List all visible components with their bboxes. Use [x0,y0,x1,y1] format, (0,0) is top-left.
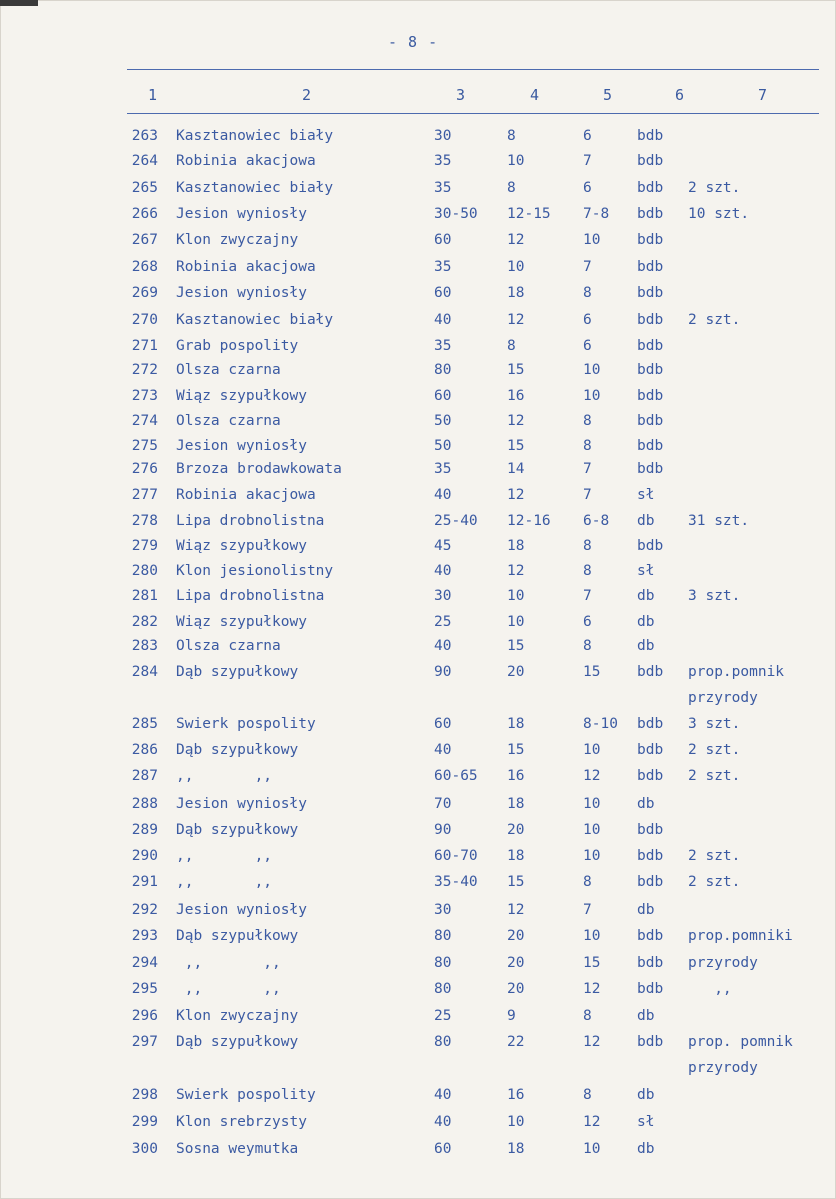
tree-species: Robinia akacjowa [176,153,316,169]
col-5-value: 8 [583,413,592,429]
condition: db [637,902,655,918]
scan-edge-mark [0,0,38,6]
col-4-value: 22 [507,1034,525,1050]
row-number: 290 [131,848,158,864]
col-3-value: 40 [434,487,452,503]
row-number: 299 [131,1114,158,1130]
condition: bdb [637,259,664,275]
tree-species: Klon srebrzysty [176,1114,307,1130]
remarks: 2 szt. [688,768,741,784]
col-3-value: 80 [434,362,452,378]
condition: bdb [637,232,664,248]
col-5-value: 12 [583,1034,601,1050]
row-number: 268 [131,259,158,275]
col-4-value: 20 [507,664,525,680]
tree-species: Jesion wyniosły [176,438,307,454]
col-3-value: 90 [434,822,452,838]
col-3-value: 40 [434,1087,452,1103]
row-number: 285 [131,716,158,732]
tree-species: Wiąz szypułkowy [176,538,307,554]
col-3-value: 35 [434,338,452,354]
col-3-value: 35 [434,461,452,477]
table-row [0,1034,836,1058]
row-number: 291 [131,874,158,890]
tree-species: Dąb szypułkowy [176,928,299,944]
condition: bdb [637,768,664,784]
condition: bdb [637,848,664,864]
col-3-value: 35-40 [434,874,478,890]
col-3-value: 60 [434,388,452,404]
row-number: 287 [131,768,158,784]
col-4-value: 20 [507,981,525,997]
col-5-value: 10 [583,928,601,944]
col-4-value: 18 [507,716,525,732]
col-3-value: 45 [434,538,452,554]
tree-species: Klon zwyczajny [176,232,299,248]
tree-species: Kasztanowiec biały [176,180,334,196]
tree-species: Kasztanowiec biały [176,312,334,328]
col-4-value: 20 [507,928,525,944]
col-5-value: 6 [583,338,592,354]
condition: db [637,638,655,654]
row-number: 294 [131,955,158,971]
tree-species: Swierk pospolity [176,716,316,732]
col-5-value: 7 [583,259,592,275]
col-3-value: 70 [434,796,452,812]
row-number: 275 [131,438,158,454]
remarks: 2 szt. [688,848,741,864]
remarks: prop.pomnik [688,664,785,680]
col-4-value: 12 [507,563,525,579]
row-number: 292 [131,902,158,918]
col-5-value: 6 [583,614,592,630]
col-4-value: 12 [507,312,525,328]
row-number: 273 [131,388,158,404]
col-5-value: 8-10 [583,716,618,732]
col-3-value: 30 [434,902,452,918]
col-4-value: 16 [507,1087,525,1103]
col-5-value: 7 [583,902,592,918]
tree-species: ,, ,, [176,874,273,890]
col-5-value: 10 [583,1141,601,1157]
condition: bdb [637,822,664,838]
table-row [0,563,836,587]
col-4-value: 12 [507,413,525,429]
condition: db [637,1008,655,1024]
table-row [0,413,836,437]
remarks: 10 szt. [688,206,750,222]
tree-species: Klon jesionolistny [176,563,334,579]
col-4-value: 12 [507,487,525,503]
table-row [0,928,836,952]
col-3-value: 40 [434,742,452,758]
tree-species: Jesion wyniosły [176,796,307,812]
col-3-value: 25 [434,614,452,630]
col-3-value: 35 [434,259,452,275]
col-3-value: 60 [434,716,452,732]
remarks: 2 szt. [688,180,741,196]
tree-species: Swierk pospolity [176,1087,316,1103]
condition: db [637,588,655,604]
tree-species: Lipa drobnolistna [176,588,325,604]
col-3-value: 60-70 [434,848,478,864]
col-4-value: 8 [507,128,516,144]
col-5-value: 7 [583,588,592,604]
table-row [0,180,836,204]
col-3-value: 30 [434,588,452,604]
row-number: 295 [131,981,158,997]
header-bottom-rule [127,113,819,114]
col-5-value: 8 [583,874,592,890]
col-3-value: 35 [434,153,452,169]
col-5-value: 10 [583,848,601,864]
table-row [0,742,836,766]
remarks: ,, [688,981,732,997]
col-5-value: 8 [583,538,592,554]
row-number: 296 [131,1008,158,1024]
col-4-value: 12-16 [507,513,551,529]
table-row [0,206,836,230]
row-number: 274 [131,413,158,429]
col-3-value: 60 [434,1141,452,1157]
col-3-value: 60-65 [434,768,478,784]
tree-species: Grab pospolity [176,338,299,354]
row-number: 267 [131,232,158,248]
table-row [0,638,836,662]
col-3-value: 25 [434,1008,452,1024]
col-4-value: 10 [507,588,525,604]
row-number: 266 [131,206,158,222]
col-4-value: 16 [507,768,525,784]
condition: bdb [637,716,664,732]
header-col-4: 4 [530,86,540,104]
condition: bdb [637,438,664,454]
condition: bdb [637,461,664,477]
col-5-value: 15 [583,955,601,971]
table-row [0,487,836,511]
col-4-value: 10 [507,1114,525,1130]
table-row [0,388,836,412]
table-row [0,461,836,485]
col-4-value: 15 [507,742,525,758]
tree-species: Dąb szypułkowy [176,1034,299,1050]
condition: bdb [637,180,664,196]
remarks: 2 szt. [688,312,741,328]
table-row [0,259,836,283]
col-3-value: 80 [434,1034,452,1050]
col-4-value: 18 [507,848,525,864]
col-5-value: 8 [583,638,592,654]
col-4-value: 18 [507,1141,525,1157]
condition: bdb [637,312,664,328]
col-5-value: 6 [583,128,592,144]
condition: bdb [637,955,664,971]
col-4-value: 20 [507,955,525,971]
row-number: 293 [131,928,158,944]
col-3-value: 50 [434,413,452,429]
condition: bdb [637,362,664,378]
col-5-value: 6 [583,312,592,328]
col-4-value: 10 [507,614,525,630]
row-number: 279 [131,538,158,554]
col-4-value: 14 [507,461,525,477]
tree-species: ,, ,, [176,955,281,971]
header-col-7: 7 [758,86,768,104]
col-5-value: 7 [583,487,592,503]
col-5-value: 8 [583,438,592,454]
col-3-value: 40 [434,1114,452,1130]
tree-species: Dąb szypułkowy [176,822,299,838]
col-5-value: 15 [583,664,601,680]
col-5-value: 8 [583,1087,592,1103]
col-3-value: 25-40 [434,513,478,529]
remarks: prop. pomnik [688,1034,793,1050]
condition: bdb [637,413,664,429]
row-number: 277 [131,487,158,503]
col-4-value: 18 [507,538,525,554]
col-4-value: 20 [507,822,525,838]
row-number: 284 [131,664,158,680]
row-number: 264 [131,153,158,169]
col-4-value: 15 [507,438,525,454]
header-col-2: 2 [302,86,312,104]
condition: bdb [637,338,664,354]
tree-species: Klon zwyczajny [176,1008,299,1024]
col-3-value: 30 [434,128,452,144]
row-number: 297 [131,1034,158,1050]
row-number: 276 [131,461,158,477]
col-5-value: 7 [583,153,592,169]
row-number: 272 [131,362,158,378]
row-number: 270 [131,312,158,328]
row-number: 298 [131,1087,158,1103]
table-row [0,285,836,309]
remarks: przyrody [688,955,758,971]
condition: sł [637,487,655,503]
col-5-value: 10 [583,232,601,248]
condition: bdb [637,928,664,944]
row-number: 283 [131,638,158,654]
header-col-6: 6 [675,86,685,104]
row-number: 281 [131,588,158,604]
table-row [0,874,836,898]
table-row [0,538,836,562]
col-3-value: 60 [434,285,452,301]
condition: bdb [637,206,664,222]
tree-species: Wiąz szypułkowy [176,388,307,404]
condition: bdb [637,388,664,404]
row-number: 278 [131,513,158,529]
table-row [0,1141,836,1165]
table-row [0,1008,836,1032]
table-row [0,716,836,740]
row-number: 269 [131,285,158,301]
col-5-value: 6 [583,180,592,196]
col-4-value: 12 [507,902,525,918]
col-3-value: 80 [434,981,452,997]
tree-species: Jesion wyniosły [176,285,307,301]
col-5-value: 7-8 [583,206,610,222]
tree-species: Olsza czarna [176,362,281,378]
condition: bdb [637,874,664,890]
table-row [0,338,836,362]
tree-species: Olsza czarna [176,638,281,654]
col-5-value: 8 [583,285,592,301]
table-row [0,438,836,462]
col-5-value: 12 [583,981,601,997]
remarks: przyrody [688,690,758,706]
col-4-value: 10 [507,259,525,275]
table-row [0,232,836,256]
tree-species: Jesion wyniosły [176,902,307,918]
row-number: 286 [131,742,158,758]
table-row [0,848,836,872]
col-4-value: 15 [507,874,525,890]
condition: bdb [637,153,664,169]
row-number: 282 [131,614,158,630]
col-5-value: 12 [583,1114,601,1130]
col-4-value: 18 [507,796,525,812]
table-row [0,690,836,714]
col-5-value: 10 [583,362,601,378]
remarks: 3 szt. [688,716,741,732]
page-number: - 8 - [388,33,439,51]
col-5-value: 6-8 [583,513,610,529]
col-4-value: 12 [507,232,525,248]
tree-species: Brzoza brodawkowata [176,461,342,477]
table-row [0,902,836,926]
condition: sł [637,1114,655,1130]
remarks: 2 szt. [688,874,741,890]
condition: db [637,796,655,812]
col-4-value: 8 [507,180,516,196]
table-row [0,1060,836,1084]
col-4-value: 15 [507,362,525,378]
table-row [0,955,836,979]
col-5-value: 10 [583,742,601,758]
row-number: 289 [131,822,158,838]
header-col-3: 3 [456,86,466,104]
tree-species: Robinia akacjowa [176,259,316,275]
col-3-value: 60 [434,232,452,248]
tree-species: Kasztanowiec biały [176,128,334,144]
remarks: 2 szt. [688,742,741,758]
tree-species: ,, ,, [176,848,273,864]
condition: db [637,1087,655,1103]
table-row [0,362,836,386]
col-3-value: 40 [434,312,452,328]
header-col-5: 5 [603,86,613,104]
tree-species: Wiąz szypułkowy [176,614,307,630]
col-4-value: 12-15 [507,206,551,222]
row-number: 300 [131,1141,158,1157]
condition: bdb [637,742,664,758]
col-4-value: 10 [507,153,525,169]
col-5-value: 7 [583,461,592,477]
condition: bdb [637,1034,664,1050]
tree-species: Sosna weymutka [176,1141,299,1157]
table-row [0,822,836,846]
col-3-value: 35 [434,180,452,196]
remarks: przyrody [688,1060,758,1076]
table-row [0,1114,836,1138]
tree-species: Jesion wyniosły [176,206,307,222]
table-row [0,1087,836,1111]
col-5-value: 10 [583,822,601,838]
table-row [0,128,836,152]
table-row [0,664,836,688]
row-number: 271 [131,338,158,354]
remarks: prop.pomniki [688,928,793,944]
col-4-value: 15 [507,638,525,654]
col-5-value: 8 [583,563,592,579]
remarks: 31 szt. [688,513,750,529]
col-3-value: 80 [434,955,452,971]
col-3-value: 90 [434,664,452,680]
col-3-value: 30-50 [434,206,478,222]
row-number: 265 [131,180,158,196]
condition: sł [637,563,655,579]
tree-species: Olsza czarna [176,413,281,429]
condition: bdb [637,128,664,144]
table-row [0,768,836,792]
table-row [0,513,836,537]
col-5-value: 10 [583,796,601,812]
table-top-rule [127,69,819,70]
col-4-value: 16 [507,388,525,404]
tree-species: Dąb szypułkowy [176,664,299,680]
condition: bdb [637,538,664,554]
remarks: 3 szt. [688,588,741,604]
tree-species: Dąb szypułkowy [176,742,299,758]
col-4-value: 8 [507,338,516,354]
row-number: 263 [131,128,158,144]
col-3-value: 40 [434,563,452,579]
col-5-value: 10 [583,388,601,404]
table-row [0,981,836,1005]
col-3-value: 80 [434,928,452,944]
tree-species: ,, ,, [176,768,273,784]
condition: bdb [637,664,664,680]
condition: db [637,614,655,630]
table-row [0,153,836,177]
tree-species: Robinia akacjowa [176,487,316,503]
table-row [0,312,836,336]
condition: bdb [637,285,664,301]
col-5-value: 12 [583,768,601,784]
table-row [0,796,836,820]
condition: db [637,513,655,529]
tree-species: ,, ,, [176,981,281,997]
col-4-value: 9 [507,1008,516,1024]
table-row [0,614,836,638]
col-3-value: 40 [434,638,452,654]
condition: bdb [637,981,664,997]
row-number: 280 [131,563,158,579]
table-row [0,588,836,612]
row-number: 288 [131,796,158,812]
col-4-value: 18 [507,285,525,301]
condition: db [637,1141,655,1157]
col-5-value: 8 [583,1008,592,1024]
header-col-1: 1 [148,86,158,104]
tree-species: Lipa drobnolistna [176,513,325,529]
col-3-value: 50 [434,438,452,454]
